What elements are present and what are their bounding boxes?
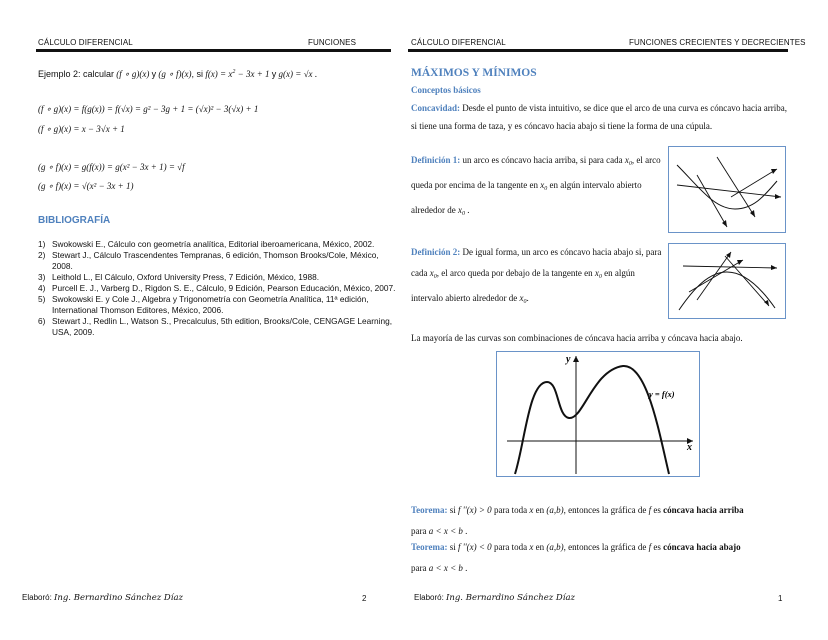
footer-signature: Ing. Bernardino Sánchez Díaz bbox=[54, 593, 183, 603]
page-number: 1 bbox=[778, 594, 783, 603]
bibliography-item-number: 3) bbox=[38, 272, 46, 282]
header-rule bbox=[408, 49, 788, 52]
concavity-text: Desde el punto de vista intuitivo, se dice que el arco de una curva es cóncavo hacia arriba, si tiene una forma de taza, y es cóncavo hacia abajo si tiene la forma de una cúpula. bbox=[411, 103, 788, 131]
concave-down-term: cóncava hacia abajo bbox=[663, 542, 741, 552]
bibliography-item-text: Swokowski E., Cálculo con geometría analítica, Editorial iberoamericana, México, 2002. bbox=[52, 239, 375, 249]
bibliography-item-text: Leithold L., El Cálculo, Oxford University Press, 7 Edición, México, 1988. bbox=[52, 272, 320, 282]
graph-x-label: x bbox=[687, 442, 692, 453]
bibliography-item-number: 1) bbox=[38, 239, 46, 249]
bibliography-item-number: 5) bbox=[38, 294, 46, 304]
footer-signature: Ing. Bernardino Sánchez Díaz bbox=[446, 593, 575, 603]
definition-1: Definición 1: un arco es cóncavo hacia arriba, si para cada $x_0$, el arco queda por encima de la tangente en $x_0$ en algún intervalo abierto alrededor de $x_0$ . bbox=[411, 155, 661, 217]
bibliography-item bbox=[38, 239, 400, 250]
theorem-2-label: Teorema: bbox=[411, 542, 448, 552]
example-label: Ejemplo 2: calcular bbox=[38, 69, 115, 79]
bibliography-item-number: 2) bbox=[38, 250, 46, 260]
right-page bbox=[406, 0, 828, 640]
footer-label: Elaboró: bbox=[414, 593, 444, 602]
bibliography-item bbox=[38, 272, 400, 283]
header-right-title: FUNCIONES bbox=[308, 38, 357, 47]
bibliography-item-text: Stewart J., Redlin L., Watson S., Precalculus, 5th edition, Brooks/Cole, CENGAGE Learning, USA, 2009. bbox=[52, 316, 393, 337]
equation-2: (f ∘ g)(x) = x − 3√x + 1 bbox=[38, 124, 125, 134]
footer-label: Elaboró: bbox=[22, 593, 52, 602]
theorem-2: Teorema: si f ''(x) < 0 para toda x en (a,b), entonces la gráfica de f es cóncava hacia abajo para a < x < b . bbox=[411, 542, 741, 573]
definition-1-label: Definición 1: bbox=[411, 155, 461, 165]
equation-1: (f ∘ g)(x) = f(g(x)) = f(√x) = g² − 3g + 1 = (√x)² − 3(√x) + 1 bbox=[38, 104, 259, 114]
bibliography-item-text: Stewart J., Cálculo Trascendentes Tempranas, 6 edición, Thomson Brooks/Cole, México, 2008. bbox=[52, 250, 379, 271]
concavity-label: Concavidad: bbox=[411, 103, 461, 113]
concave-up-term: cóncava hacia arriba bbox=[663, 505, 744, 515]
header-rule bbox=[36, 49, 391, 52]
equation-3: (g ∘ f)(x) = g(f(x)) = g(x² − 3x + 1) = √f bbox=[38, 162, 185, 172]
definition-2-label: Definición 2: bbox=[411, 247, 461, 257]
graph-y-label: y bbox=[566, 354, 571, 365]
header-left-title: CÁLCULO DIFERENCIAL bbox=[411, 38, 506, 47]
header-right-title: FUNCIONES CRECIENTES Y DECRECIENTES bbox=[629, 38, 806, 47]
bibliography-item-number: 4) bbox=[38, 283, 46, 293]
bibliography-item bbox=[38, 283, 400, 294]
bibliography-item bbox=[38, 316, 400, 338]
bibliography-item bbox=[38, 294, 400, 316]
section-title: MÁXIMOS Y MÍNIMOS bbox=[411, 67, 537, 79]
concave-up-figure bbox=[668, 146, 786, 233]
header-left-title: CÁLCULO DIFERENCIAL bbox=[38, 38, 133, 47]
bibliography-list bbox=[38, 239, 400, 338]
bibliography-item-text: Purcell E. J., Varberg D., Rigdon S. E., Cálculo, 9 Edición, Pearson Educación, México, 2007. bbox=[52, 283, 396, 293]
graph-function-label: y = f(x) bbox=[649, 389, 675, 399]
concave-down-figure bbox=[668, 243, 786, 319]
concavity-paragraph bbox=[411, 99, 787, 135]
equation-4: (g ∘ f)(x) = √(x² − 3x + 1) bbox=[38, 181, 134, 191]
page-number: 2 bbox=[362, 594, 367, 603]
footer bbox=[22, 593, 183, 603]
bibliography-item-text: Swokowski E. y Cole J., Algebra y Trigonometría con Geometría Analítica, 11ª edición, International Thomson Editores, México, 2006. bbox=[52, 294, 369, 315]
function-graph bbox=[496, 351, 700, 477]
bibliography-item-number: 6) bbox=[38, 316, 46, 326]
bibliography-title: BIBLIOGRAFÍA bbox=[38, 215, 111, 226]
definition-2: Definición 2: De igual forma, un arco es cóncavo hacia abajo si, para cada $x_0$, el arco queda por debajo de la tangente en $x_0$ en algún intervalo abierto alrededor de $x_0$. bbox=[411, 247, 662, 305]
footer bbox=[414, 593, 575, 603]
example-line: Ejemplo 2: calcular (f ∘ g)(x) y (g ∘ f)(x), si $f(x) = x^2 - 3x + 1$ y g(x) = √x . bbox=[38, 69, 318, 79]
section-subtitle: Conceptos básicos bbox=[411, 85, 481, 95]
majority-text: La mayoría de las curvas son combinaciones de cóncava hacia arriba y cóncava hacia abajo. bbox=[411, 333, 743, 343]
bibliography-item bbox=[38, 250, 400, 272]
theorem-1: Teorema: si f ''(x) > 0 para toda x en (a,b), entonces la gráfica de f es cóncava hacia arriba para a < x < b . bbox=[411, 505, 744, 536]
theorem-1-label: Teorema: bbox=[411, 505, 448, 515]
